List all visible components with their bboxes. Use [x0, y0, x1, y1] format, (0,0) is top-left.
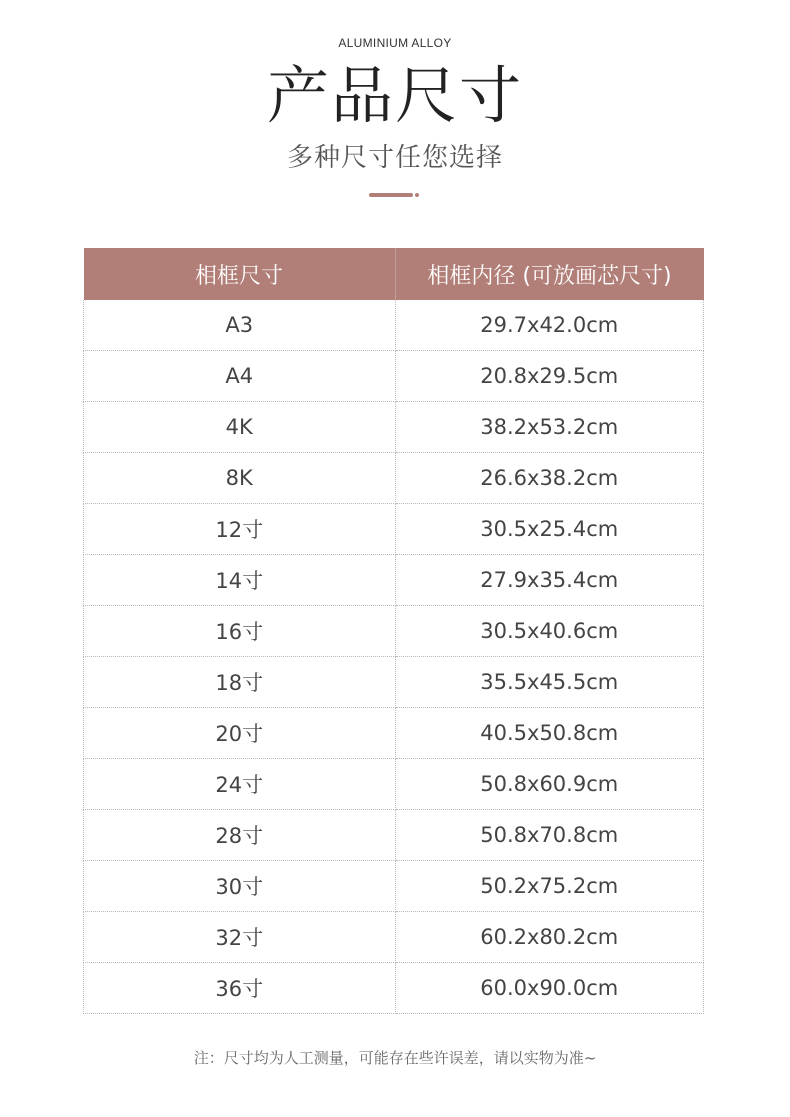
frame-size-cell: A4: [84, 351, 396, 402]
page-title: 产品尺寸: [266, 59, 523, 132]
frame-size-cell: 32寸: [84, 912, 396, 963]
inner-size-cell: 20.8x29.5cm: [395, 351, 704, 402]
table-row: [84, 504, 704, 555]
inner-size-cell: 26.6x38.2cm: [395, 453, 704, 504]
inner-size-cell: 60.2x80.2cm: [395, 912, 704, 963]
table-row: [84, 963, 704, 1014]
inner-size-cell: 35.5x45.5cm: [395, 657, 704, 708]
table-row: [84, 861, 704, 912]
eyebrow-text: ALUMINIUM ALLOY: [338, 36, 452, 50]
table-row: [84, 555, 704, 606]
divider-bar: [369, 193, 413, 197]
table-row: [84, 453, 704, 504]
table-row: [84, 402, 704, 453]
page-subtitle: 多种尺寸任您选择: [286, 143, 503, 173]
table-row: [84, 657, 704, 708]
inner-size-cell: 38.2x53.2cm: [395, 402, 704, 453]
frame-size-cell: 20寸: [84, 708, 396, 759]
frame-size-cell: A3: [84, 300, 396, 351]
frame-size-cell: 24寸: [84, 759, 396, 810]
table-body: [84, 300, 704, 1014]
inner-size-cell: 50.8x70.8cm: [395, 810, 704, 861]
table-row: [84, 759, 704, 810]
inner-size-cell: 27.9x35.4cm: [395, 555, 704, 606]
measurement-note: 注：尺寸均为人工测量，可能存在些许误差，请以实物为准~: [193, 1049, 597, 1067]
inner-size-cell: 29.7x42.0cm: [395, 300, 704, 351]
table-row: [84, 708, 704, 759]
title-divider: [369, 192, 413, 198]
inner-size-cell: 30.5x25.4cm: [395, 504, 704, 555]
frame-size-cell: 14寸: [84, 555, 396, 606]
frame-size-cell: 36寸: [84, 963, 396, 1014]
inner-size-cell: 30.5x40.6cm: [395, 606, 704, 657]
frame-size-cell: 8K: [84, 453, 396, 504]
table-row: [84, 300, 704, 351]
frame-size-cell: 30寸: [84, 861, 396, 912]
divider-dot: [415, 193, 419, 197]
size-table: [83, 248, 704, 1014]
table-row: [84, 912, 704, 963]
table-header-row: [84, 248, 704, 300]
frame-size-cell: 16寸: [84, 606, 396, 657]
frame-size-cell: 28寸: [84, 810, 396, 861]
column-header-inner-size: 相框内径 (可放画芯尺寸): [395, 248, 704, 300]
frame-size-cell: 4K: [84, 402, 396, 453]
inner-size-cell: 50.8x60.9cm: [395, 759, 704, 810]
column-header-frame-size: 相框尺寸: [84, 248, 396, 300]
frame-size-cell: 18寸: [84, 657, 396, 708]
inner-size-cell: 40.5x50.8cm: [395, 708, 704, 759]
inner-size-cell: 60.0x90.0cm: [395, 963, 704, 1014]
table-row: [84, 351, 704, 402]
inner-size-cell: 50.2x75.2cm: [395, 861, 704, 912]
table-row: [84, 606, 704, 657]
frame-size-cell: 12寸: [84, 504, 396, 555]
table-row: [84, 810, 704, 861]
